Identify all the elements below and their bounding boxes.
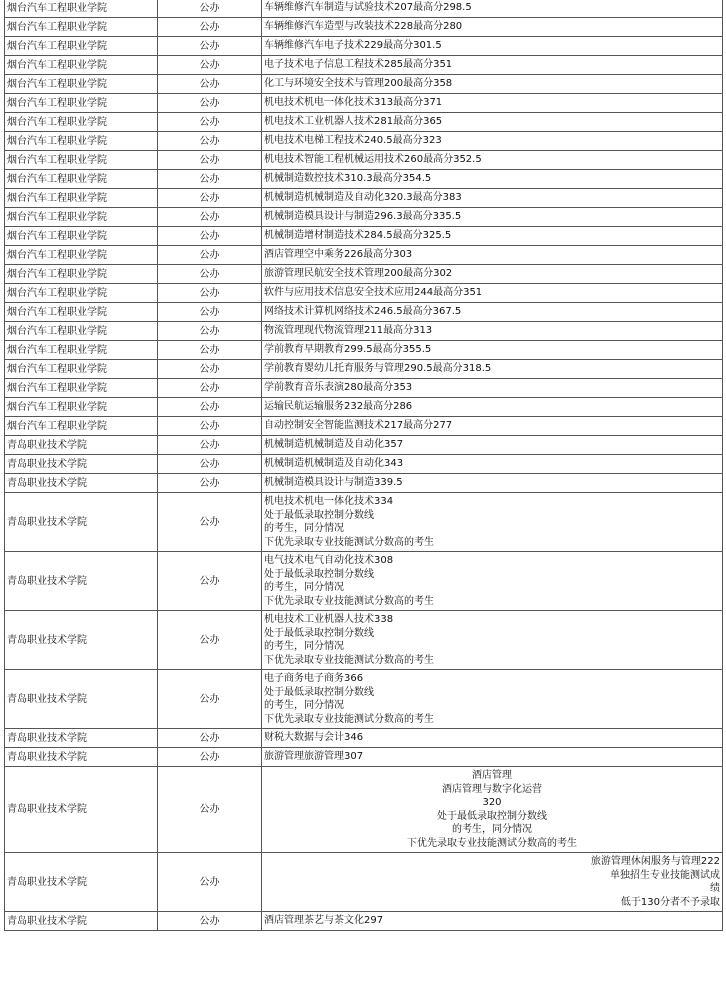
major-score-line: 机电技术工业机器人技术281最高分365 bbox=[264, 116, 443, 128]
major-score-line: 机械制造模具设计与制造296.3最高分335.5 bbox=[264, 211, 462, 223]
major-score-cell bbox=[262, 912, 723, 931]
major-score-cell bbox=[262, 227, 723, 246]
major-score-cell bbox=[262, 670, 723, 729]
major-score-line: 自动控制安全智能监测技术217最高分277 bbox=[264, 420, 453, 432]
table-row bbox=[5, 189, 723, 208]
school-name-cell: 青岛职业技术学院 bbox=[5, 670, 158, 729]
school-type-cell: 公办 bbox=[158, 341, 262, 360]
major-score-cell bbox=[262, 37, 723, 56]
major-score-cell bbox=[262, 246, 723, 265]
table-row bbox=[5, 670, 723, 729]
table-row bbox=[5, 0, 723, 18]
school-type-cell: 公办 bbox=[158, 455, 262, 474]
major-score-line: 物流管理现代物流管理211最高分313 bbox=[264, 325, 433, 337]
school-type-cell: 公办 bbox=[158, 729, 262, 748]
school-type-cell: 公办 bbox=[158, 37, 262, 56]
major-score-cell bbox=[262, 853, 723, 912]
major-score-cell bbox=[262, 748, 723, 767]
table-row bbox=[5, 151, 723, 170]
school-name-cell: 烟台汽车工程职业学院 bbox=[5, 0, 158, 18]
major-score-cell bbox=[262, 75, 723, 94]
table-row bbox=[5, 853, 723, 912]
major-score-line: 处于最低录取控制分数线 bbox=[264, 686, 374, 698]
major-score-cell bbox=[262, 552, 723, 611]
school-name-cell: 烟台汽车工程职业学院 bbox=[5, 113, 158, 132]
school-name-cell: 青岛职业技术学院 bbox=[5, 729, 158, 748]
major-score-cell bbox=[262, 265, 723, 284]
table-row bbox=[5, 455, 723, 474]
school-name-cell: 青岛职业技术学院 bbox=[5, 767, 158, 853]
major-score-line: 软件与应用技术信息安全技术应用244最高分351 bbox=[264, 287, 483, 299]
school-name-cell: 烟台汽车工程职业学院 bbox=[5, 56, 158, 75]
school-type-cell: 公办 bbox=[158, 853, 262, 912]
major-score-cell bbox=[262, 493, 723, 552]
major-score-cell bbox=[262, 341, 723, 360]
table-row bbox=[5, 729, 723, 748]
major-score-cell bbox=[262, 0, 723, 18]
major-score-line: 机械制造模具设计与制造339.5 bbox=[264, 477, 403, 489]
school-name-cell: 青岛职业技术学院 bbox=[5, 436, 158, 455]
table-row bbox=[5, 284, 723, 303]
major-score-line: 处于最低录取控制分数线 bbox=[264, 568, 374, 580]
major-score-line: 机电技术电梯工程技术240.5最高分323 bbox=[264, 135, 442, 147]
major-score-line: 处于最低录取控制分数线 bbox=[437, 810, 547, 822]
school-name-cell: 烟台汽车工程职业学院 bbox=[5, 303, 158, 322]
school-type-cell: 公办 bbox=[158, 912, 262, 931]
school-type-cell: 公办 bbox=[158, 0, 262, 18]
major-score-line: 低于130分者不予录取 bbox=[620, 896, 720, 908]
school-type-cell: 公办 bbox=[158, 303, 262, 322]
school-name-cell: 烟台汽车工程职业学院 bbox=[5, 398, 158, 417]
major-score-line: 绩 bbox=[710, 883, 720, 894]
school-name-cell: 烟台汽车工程职业学院 bbox=[5, 37, 158, 56]
major-score-line: 下优先录取专业技能测试分数高的考生 bbox=[264, 654, 434, 666]
major-score-cell bbox=[262, 360, 723, 379]
school-name-cell: 烟台汽车工程职业学院 bbox=[5, 227, 158, 246]
school-name-cell: 烟台汽车工程职业学院 bbox=[5, 322, 158, 341]
school-type-cell: 公办 bbox=[158, 611, 262, 670]
school-name-cell: 青岛职业技术学院 bbox=[5, 853, 158, 912]
table-row bbox=[5, 94, 723, 113]
table-row bbox=[5, 18, 723, 37]
major-score-line: 机电技术工业机器人技术338 bbox=[264, 614, 394, 625]
school-type-cell: 公办 bbox=[158, 132, 262, 151]
major-score-line: 运输民航运输服务232最高分286 bbox=[264, 401, 413, 413]
school-type-cell: 公办 bbox=[158, 170, 262, 189]
major-score-line: 320 bbox=[482, 797, 502, 808]
major-score-cell bbox=[262, 113, 723, 132]
school-name-cell: 烟台汽车工程职业学院 bbox=[5, 360, 158, 379]
school-type-cell: 公办 bbox=[158, 552, 262, 611]
table-row bbox=[5, 493, 723, 552]
school-type-cell: 公办 bbox=[158, 75, 262, 94]
major-score-line: 单独招生专业技能测试成 bbox=[610, 869, 720, 881]
major-score-line: 下优先录取专业技能测试分数高的考生 bbox=[264, 595, 434, 607]
major-score-line: 机械制造机械制造及自动化343 bbox=[264, 458, 404, 470]
table-row bbox=[5, 227, 723, 246]
major-score-line: 车辆维修汽车电子技术229最高分301.5 bbox=[264, 40, 442, 52]
table-row bbox=[5, 322, 723, 341]
major-score-line: 机电技术智能工程机械运用技术260最高分352.5 bbox=[264, 154, 482, 166]
major-score-cell bbox=[262, 189, 723, 208]
major-score-cell bbox=[262, 132, 723, 151]
major-score-cell bbox=[262, 170, 723, 189]
school-type-cell: 公办 bbox=[158, 227, 262, 246]
school-type-cell: 公办 bbox=[158, 670, 262, 729]
major-score-cell bbox=[262, 18, 723, 37]
major-score-line: 下优先录取专业技能测试分数高的考生 bbox=[407, 837, 577, 849]
table-row bbox=[5, 341, 723, 360]
table-row bbox=[5, 208, 723, 227]
school-type-cell: 公办 bbox=[158, 18, 262, 37]
school-name-cell: 烟台汽车工程职业学院 bbox=[5, 379, 158, 398]
table-row bbox=[5, 113, 723, 132]
school-name-cell: 烟台汽车工程职业学院 bbox=[5, 170, 158, 189]
major-score-line: 的考生，同分情况 bbox=[264, 582, 344, 593]
table-body bbox=[5, 0, 723, 931]
school-type-cell: 公办 bbox=[158, 151, 262, 170]
major-score-line: 学前教育婴幼儿托育服务与管理290.5最高分318.5 bbox=[264, 363, 492, 375]
major-score-cell bbox=[262, 303, 723, 322]
major-score-line: 的考生，同分情况 bbox=[264, 700, 344, 711]
school-type-cell: 公办 bbox=[158, 113, 262, 132]
major-score-cell bbox=[262, 729, 723, 748]
school-type-cell: 公办 bbox=[158, 436, 262, 455]
table-row bbox=[5, 552, 723, 611]
major-score-line: 处于最低录取控制分数线 bbox=[264, 627, 374, 639]
table-row bbox=[5, 360, 723, 379]
table-row bbox=[5, 436, 723, 455]
major-score-line: 旅游管理旅游管理307 bbox=[264, 751, 364, 763]
school-name-cell: 烟台汽车工程职业学院 bbox=[5, 189, 158, 208]
table-row bbox=[5, 303, 723, 322]
major-score-line: 处于最低录取控制分数线 bbox=[264, 509, 374, 521]
major-score-line: 学前教育音乐表演280最高分353 bbox=[264, 382, 413, 394]
table-row bbox=[5, 611, 723, 670]
school-name-cell: 烟台汽车工程职业学院 bbox=[5, 132, 158, 151]
major-score-line: 旅游管理民航安全技术管理200最高分302 bbox=[264, 268, 453, 280]
major-score-line: 机械制造机械制造及自动化357 bbox=[264, 439, 404, 451]
school-type-cell: 公办 bbox=[158, 94, 262, 113]
table-row bbox=[5, 398, 723, 417]
major-score-line: 的考生，同分情况 bbox=[264, 641, 344, 652]
school-type-cell: 公办 bbox=[158, 379, 262, 398]
school-type-cell: 公办 bbox=[158, 322, 262, 341]
school-type-cell: 公办 bbox=[158, 56, 262, 75]
table-row bbox=[5, 132, 723, 151]
major-score-line: 学前教育早期教育299.5最高分355.5 bbox=[264, 344, 432, 356]
major-score-cell bbox=[262, 474, 723, 493]
school-name-cell: 烟台汽车工程职业学院 bbox=[5, 18, 158, 37]
school-type-cell: 公办 bbox=[158, 398, 262, 417]
school-name-cell: 烟台汽车工程职业学院 bbox=[5, 75, 158, 94]
admission-scores-table bbox=[4, 0, 723, 931]
school-name-cell: 烟台汽车工程职业学院 bbox=[5, 284, 158, 303]
major-score-cell bbox=[262, 436, 723, 455]
school-name-cell: 烟台汽车工程职业学院 bbox=[5, 94, 158, 113]
table-row bbox=[5, 37, 723, 56]
school-name-cell: 青岛职业技术学院 bbox=[5, 552, 158, 611]
school-type-cell: 公办 bbox=[158, 360, 262, 379]
major-score-cell bbox=[262, 208, 723, 227]
major-score-line: 车辆维修汽车制造与试验技术207最高分298.5 bbox=[264, 2, 472, 14]
major-score-line: 下优先录取专业技能测试分数高的考生 bbox=[264, 713, 434, 725]
major-score-line: 车辆维修汽车造型与改装技术228最高分280 bbox=[264, 21, 463, 33]
table-row bbox=[5, 748, 723, 767]
major-score-cell bbox=[262, 94, 723, 113]
school-type-cell: 公办 bbox=[158, 208, 262, 227]
major-score-line: 的考生，同分情况 bbox=[452, 824, 532, 835]
major-score-line: 电子商务电子商务366 bbox=[264, 673, 364, 684]
major-score-line: 的考生，同分情况 bbox=[264, 523, 344, 534]
school-name-cell: 青岛职业技术学院 bbox=[5, 611, 158, 670]
school-name-cell: 青岛职业技术学院 bbox=[5, 912, 158, 931]
school-name-cell: 烟台汽车工程职业学院 bbox=[5, 417, 158, 436]
table-row bbox=[5, 474, 723, 493]
school-name-cell: 烟台汽车工程职业学院 bbox=[5, 208, 158, 227]
major-score-line: 化工与环境安全技术与管理200最高分358 bbox=[264, 78, 453, 90]
major-score-line: 电子技术电子信息工程技术285最高分351 bbox=[264, 59, 453, 71]
table-row bbox=[5, 417, 723, 436]
school-type-cell: 公办 bbox=[158, 474, 262, 493]
table-row bbox=[5, 767, 723, 853]
table-row bbox=[5, 265, 723, 284]
major-score-line: 下优先录取专业技能测试分数高的考生 bbox=[264, 536, 434, 548]
major-score-line: 旅游管理休闲服务与管理222 bbox=[590, 856, 720, 867]
school-name-cell: 青岛职业技术学院 bbox=[5, 748, 158, 767]
school-name-cell: 烟台汽车工程职业学院 bbox=[5, 265, 158, 284]
major-score-cell bbox=[262, 417, 723, 436]
school-type-cell: 公办 bbox=[158, 189, 262, 208]
major-score-line: 机电技术机电一体化技术313最高分371 bbox=[264, 97, 443, 109]
major-score-line: 机械制造机械制造及自动化320.3最高分383 bbox=[264, 192, 462, 204]
major-score-cell bbox=[262, 284, 723, 303]
table-row bbox=[5, 379, 723, 398]
major-score-cell bbox=[262, 398, 723, 417]
major-score-cell bbox=[262, 379, 723, 398]
major-score-line: 机电技术机电一体化技术334 bbox=[264, 496, 394, 507]
major-score-cell bbox=[262, 56, 723, 75]
school-name-cell: 青岛职业技术学院 bbox=[5, 493, 158, 552]
school-type-cell: 公办 bbox=[158, 417, 262, 436]
major-score-line: 酒店管理空中乘务226最高分303 bbox=[264, 249, 413, 261]
major-score-line: 网络技术计算机网络技术246.5最高分367.5 bbox=[264, 306, 462, 318]
school-name-cell: 青岛职业技术学院 bbox=[5, 455, 158, 474]
major-score-line: 酒店管理 bbox=[472, 770, 512, 781]
major-score-line: 机械制造数控技术310.3最高分354.5 bbox=[264, 173, 432, 185]
table-row bbox=[5, 56, 723, 75]
school-name-cell: 烟台汽车工程职业学院 bbox=[5, 341, 158, 360]
school-type-cell: 公办 bbox=[158, 493, 262, 552]
major-score-line: 电气技术电气自动化技术308 bbox=[264, 555, 394, 566]
school-name-cell: 烟台汽车工程职业学院 bbox=[5, 246, 158, 265]
table-row bbox=[5, 170, 723, 189]
major-score-line: 财税大数据与会计346 bbox=[264, 732, 364, 744]
table-row bbox=[5, 912, 723, 931]
school-name-cell: 青岛职业技术学院 bbox=[5, 474, 158, 493]
school-type-cell: 公办 bbox=[158, 246, 262, 265]
major-score-cell bbox=[262, 322, 723, 341]
school-type-cell: 公办 bbox=[158, 284, 262, 303]
table-row bbox=[5, 246, 723, 265]
school-type-cell: 公办 bbox=[158, 767, 262, 853]
school-name-cell: 烟台汽车工程职业学院 bbox=[5, 151, 158, 170]
school-type-cell: 公办 bbox=[158, 265, 262, 284]
major-score-cell bbox=[262, 767, 723, 853]
major-score-line: 机械制造增材制造技术284.5最高分325.5 bbox=[264, 230, 452, 242]
major-score-cell bbox=[262, 455, 723, 474]
major-score-cell bbox=[262, 151, 723, 170]
major-score-cell bbox=[262, 611, 723, 670]
major-score-line: 酒店管理茶艺与茶文化297 bbox=[264, 915, 384, 927]
major-score-line: 酒店管理与数字化运营 bbox=[442, 783, 542, 795]
table-row bbox=[5, 75, 723, 94]
school-type-cell: 公办 bbox=[158, 748, 262, 767]
